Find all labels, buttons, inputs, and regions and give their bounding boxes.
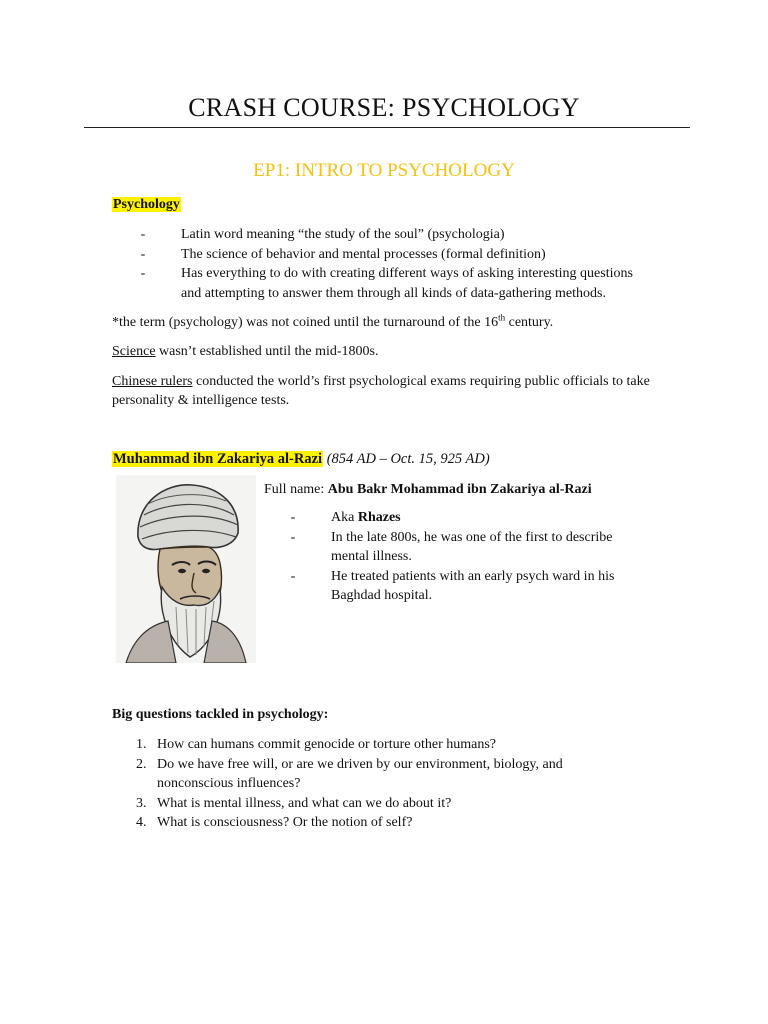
razi-facts-list bbox=[286, 508, 626, 606]
note-text: *the term (psychology) was not coined until the turnaround of the 16 bbox=[112, 315, 499, 330]
razi-dates: (854 AD – Oct. 15, 925 AD) bbox=[326, 451, 490, 467]
list-item bbox=[286, 567, 626, 606]
full-name-label: Full name: bbox=[264, 482, 328, 497]
list-item bbox=[112, 755, 612, 794]
dash-bullet: - bbox=[140, 227, 146, 242]
note-text-end: century. bbox=[505, 315, 554, 330]
full-name-line bbox=[264, 480, 684, 499]
aka-name: Rhazes bbox=[357, 510, 401, 525]
list-item-text: The science of behavior and mental processes (formal definition) bbox=[181, 246, 546, 262]
list-item-text: He treated patients with an early psych ward in his Baghdad hospital. bbox=[331, 568, 615, 603]
psychology-definition-list bbox=[136, 225, 656, 303]
psychology-heading bbox=[112, 196, 181, 214]
list-item-text: Do we have free will, or are we driven by our environment, biology, and nonconscious influences? bbox=[157, 756, 563, 791]
chinese-rulers-text: conducted the world’s first psychological exams requiring public officials to take personality & intelligence tests. bbox=[112, 374, 650, 408]
list-item-text: What is mental illness, and what can we do about it? bbox=[157, 795, 452, 811]
psychology-heading-text: Psychology bbox=[113, 197, 180, 212]
dash-bullet: - bbox=[140, 246, 146, 262]
science-note-text: wasn’t established until the mid-1800s. bbox=[155, 344, 379, 359]
list-item bbox=[136, 245, 656, 265]
dash-bullet: - bbox=[290, 510, 296, 525]
episode-subtitle: EP1: INTRO TO PSYCHOLOGY bbox=[253, 160, 515, 181]
list-item-text: In the late 800s, he was one of the first to describe mental illness. bbox=[331, 529, 613, 564]
note-superscript: th bbox=[498, 312, 506, 323]
razi-heading bbox=[112, 450, 490, 469]
dash-bullet: - bbox=[290, 529, 296, 545]
item-number: 2. bbox=[136, 756, 147, 772]
list-item bbox=[286, 528, 626, 567]
dash-bullet: - bbox=[290, 568, 296, 584]
list-item bbox=[136, 225, 656, 245]
razi-portrait-image bbox=[116, 475, 256, 663]
list-item bbox=[286, 508, 626, 528]
item-number: 4. bbox=[136, 815, 147, 830]
list-item bbox=[112, 735, 612, 755]
document-title: CRASH COURSE: PSYCHOLOGY bbox=[188, 93, 580, 122]
list-item-text: Has everything to do with creating different ways of asking interesting questions and attempting to answer them through all kinds of data-gathering methods. bbox=[181, 266, 633, 301]
chinese-rulers-note bbox=[112, 372, 657, 410]
big-questions-list bbox=[112, 735, 612, 833]
big-questions-heading: Big questions tackled in psychology: bbox=[112, 707, 329, 722]
science-term: Science bbox=[112, 344, 156, 359]
term-coined-note bbox=[112, 313, 672, 332]
item-number: 1. bbox=[136, 737, 147, 752]
full-name-value: Abu Bakr Mohammad ibn Zakariya al-Razi bbox=[327, 482, 592, 497]
item-number: 3. bbox=[136, 795, 147, 811]
list-item-text: What is consciousness? Or the notion of self? bbox=[157, 815, 413, 830]
list-item-text: Latin word meaning “the study of the soul” (psychologia) bbox=[181, 227, 505, 242]
list-item-text: How can humans commit genocide or torture other humans? bbox=[157, 737, 497, 752]
chinese-rulers-term: Chinese rulers bbox=[112, 374, 193, 389]
razi-name: Muhammad ibn Zakariya al-Razi bbox=[113, 451, 323, 467]
dash-bullet: - bbox=[140, 266, 146, 281]
list-item bbox=[112, 813, 612, 833]
aka-label: Aka bbox=[331, 510, 358, 525]
list-item bbox=[112, 794, 612, 814]
list-item bbox=[136, 264, 656, 303]
title-divider bbox=[84, 127, 690, 128]
science-note bbox=[112, 342, 672, 361]
